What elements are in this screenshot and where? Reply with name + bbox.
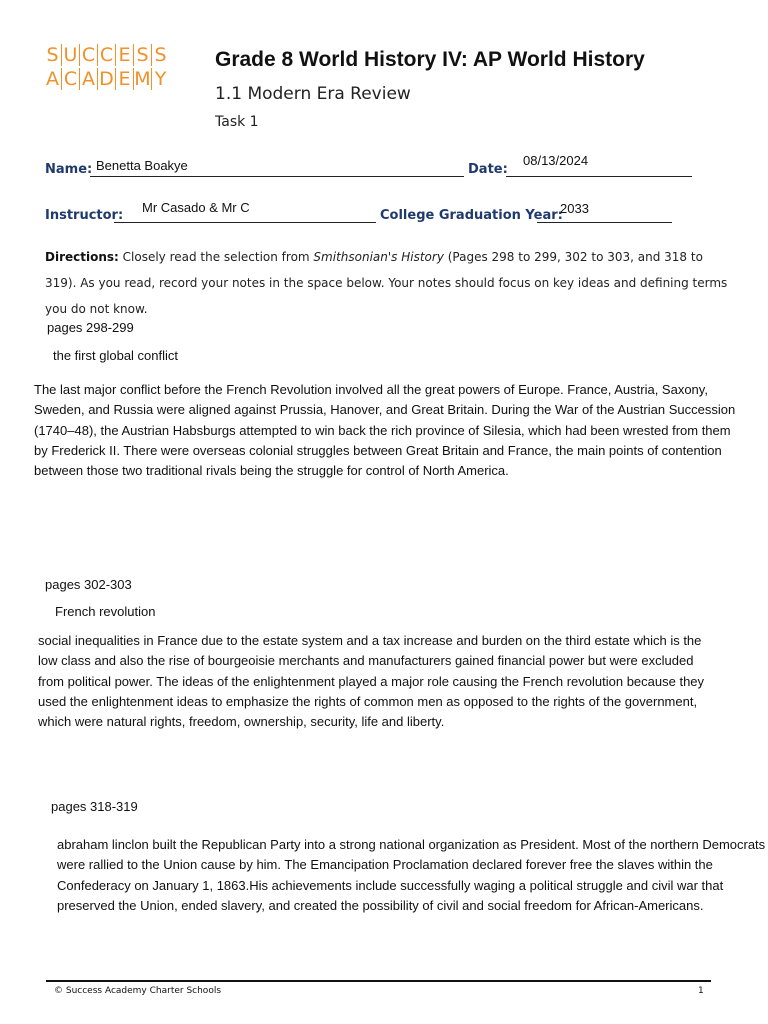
graduation-year-field[interactable]: 2033 (560, 201, 589, 216)
section-pages-label: pages 318-319 (51, 799, 138, 814)
logo-letter: C (97, 44, 115, 66)
section-pages-label: pages 298-299 (47, 320, 134, 335)
date-line (506, 176, 692, 177)
logo-letter: D (97, 68, 115, 90)
logo-row-academy (44, 68, 169, 90)
directions-source: Smithsonian's History (313, 250, 444, 264)
footer-divider (46, 980, 711, 982)
logo-letter: E (115, 44, 133, 66)
logo-letter: M (134, 68, 151, 90)
logo-letter: A (79, 68, 97, 90)
graduation-year-line (537, 222, 672, 223)
task-label: Task 1 (215, 114, 259, 130)
page-number: 1 (698, 986, 704, 996)
directions (45, 244, 735, 322)
graduation-year-label: College Graduation Year: (380, 208, 563, 223)
section-notes[interactable]: abraham linclon built the Republican Party into a strong national organization as President. Most of the northern Democrats were rallied to the Union cause by him. The Emancipation Proclamation declared forever free the slaves within the Confederacy on January 1, 1863.His achievements include successfully waging a political struggle and civil war that preserved the Union, ended slavery, and created the possibility of civil and social freedom for African-Americans. (57, 837, 766, 913)
directions-text-2: (Pages 298 to 299, 302 to 303, and 318 to 319). As you read, record your notes in the space below. Your notes should focus on key ideas and defining terms you do not know. (45, 250, 728, 316)
directions-text-1: Closely read the selection from (118, 250, 314, 264)
logo-letter: E (115, 68, 133, 90)
page-subtitle: 1.1 Modern Era Review (215, 84, 411, 104)
name-line (90, 176, 464, 177)
logo-letter: Y (151, 68, 169, 90)
logo-letter: S (133, 44, 151, 66)
section-notes[interactable]: social inequalities in France due to the estate system and a tax increase and burden on the third estate which is the low class and also the rise of bourgeoisie merchants and manufacturers gained financial power but were excluded from political power. The ideas of the enlightenment played a major role causing the French revolution because they used the enlightenment ideas to emphasize the rights of common men as opposed to the rights of the government, which were natural rights, freedom, ownership, security, life and liberty. (38, 633, 705, 730)
instructor-field[interactable]: Mr Casado & Mr C (142, 200, 250, 215)
directions-label: Directions: (45, 250, 119, 264)
section-topic: French revolution (55, 604, 156, 619)
name-field[interactable]: Benetta Boakye (96, 158, 188, 173)
instructor-label: Instructor: (45, 208, 124, 223)
logo-letter: A (46, 68, 59, 90)
logo-letter: S (46, 44, 59, 66)
section-topic: the first global conflict (53, 348, 179, 363)
date-field[interactable]: 08/13/2024 (523, 153, 589, 168)
logo-letter: S (151, 44, 169, 66)
logo-letter: C (79, 44, 97, 66)
section-notes[interactable]: The last major conflict before the French Revolution involved all the great powers of Europe. France, Austria, Saxony, Sweden, and Russia were aligned against Prussia, Hanover, and Great Britain. During the War of the Austrian Succession (1740–48), the Austrian Habsburgs attempted to win back the rich province of Silesia, which had been wrested from them by Frederick II. There were overseas colonial struggles between Great Britain and France, the main points of contention between those two traditional rivals being the struggle for control of North America. (34, 382, 736, 479)
instructor-line (114, 222, 376, 223)
logo-row-success (44, 44, 169, 66)
section-pages-label: pages 302-303 (45, 577, 132, 592)
logo-letter: C (61, 68, 79, 90)
page-title: Grade 8 World History IV: AP World History (215, 48, 645, 71)
footer-copyright: © Success Academy Charter Schools (54, 986, 222, 996)
logo-letter: U (61, 44, 79, 66)
date-label: Date: (468, 162, 508, 177)
name-label: Name: (45, 162, 93, 177)
